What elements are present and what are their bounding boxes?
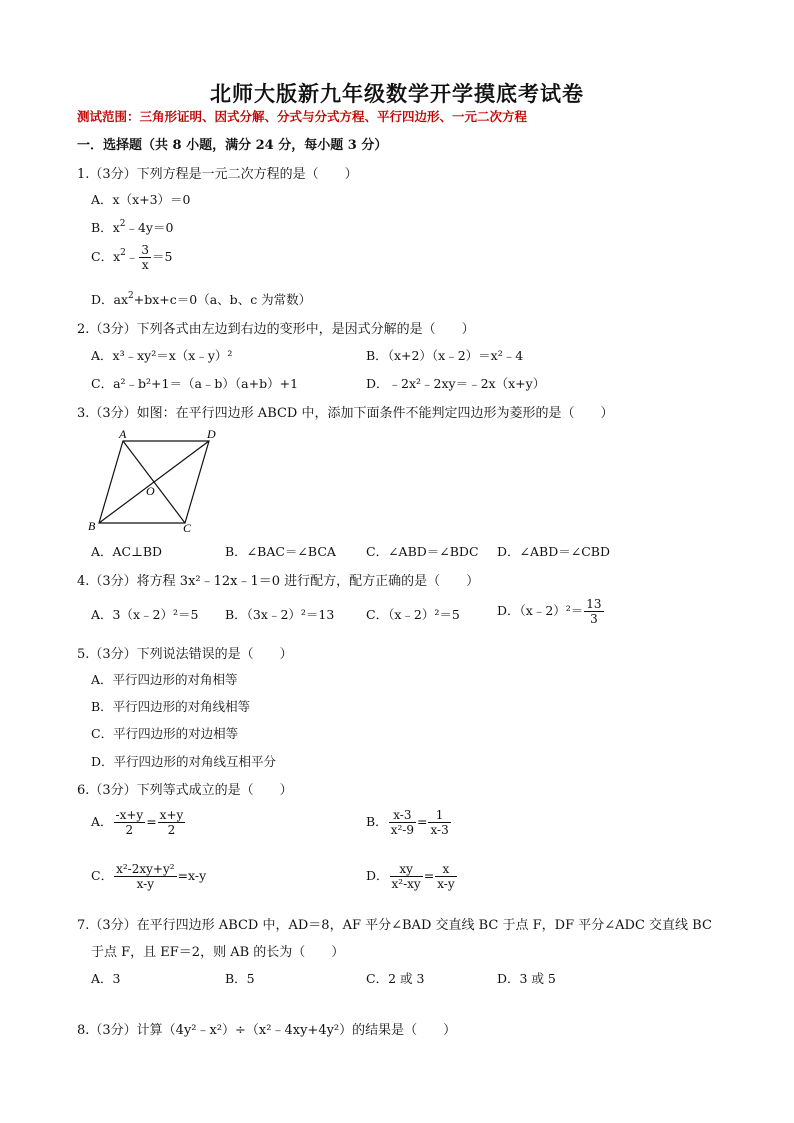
question-6-option-c: C． $\frac{\text{x²-2xy+y²}}{x-y}$ =x-y <box>91 862 207 891</box>
question-3-option-b: B．∠BAC＝∠BCA <box>225 544 336 559</box>
question-5-option-a: A．平行四边形的对角相等 <box>91 672 238 687</box>
question-3-option-d: D．∠ABD＝∠CBD <box>497 544 610 559</box>
question-7-option-c: C．2 或 3 <box>366 971 425 986</box>
question-5-stem: 5.（3分）下列说法错误的是（ ） <box>77 647 293 662</box>
center-label-o: O <box>146 484 155 498</box>
question-1-option-b: B．$x^2﹣4y=0$ <box>91 219 174 235</box>
question-3-stem: 3.（3分）如图：在平行四边形 ABCD 中，添加下面条件不能判定四边形为菱形的是（ ） <box>77 406 614 421</box>
question-7-stem-line-1: 7.（3分）在平行四边形 ABCD 中，AD＝8，AF 平分∠BAD 交直线 BC 于点 F，DF 平分∠ADC 交直线 BC <box>77 918 712 933</box>
question-2-option-a: A．x³﹣xy²＝x（x﹣y）² <box>91 348 233 363</box>
question-4-stem: 4.（3分）将方程 3x²﹣12x﹣1＝0 进行配方，配方正确的是（ ） <box>77 574 480 589</box>
vertex-label-d: D <box>207 427 216 441</box>
question-1-option-c: C．$x^2﹣$ $\frac{3}{x}$ ＝5 <box>91 243 173 272</box>
question-8-stem: 8.（3分）计算（4y²﹣x²）÷（x²﹣4xy+4y²）的结果是（ ） <box>77 1023 457 1038</box>
question-4-option-b: B．（3x﹣2）²＝13 <box>225 607 335 622</box>
question-2-stem: 2.（3分）下列各式由左边到右边的变形中，是因式分解的是（ ） <box>77 322 475 337</box>
question-7-option-b: B．5 <box>225 971 255 986</box>
question-6-option-d: D． $\frac{xy}{\text{x²-xy}}$ = $\frac{x}{x-y}$ <box>366 862 455 891</box>
question-7-option-d: D．3 或 5 <box>497 971 556 986</box>
section-heading: 一．选择题（共 8 小题，满分 24 分，每小题 3 分） <box>77 138 388 153</box>
vertex-label-c: C <box>183 521 192 535</box>
question-5-option-d: D．平行四边形的对角线互相平分 <box>91 754 277 769</box>
question-2-option-d: D．﹣2x²﹣2xy＝﹣2x（x+y） <box>366 376 546 391</box>
question-7-stem-line-2: 于点 F，且 EF＝2，则 AB 的长为（ ） <box>91 945 345 960</box>
question-4-option-c: C．（x﹣2）²＝5 <box>366 607 460 622</box>
question-4-option-d: D．（x﹣2）²＝ $\frac{13}{3}$ <box>497 597 602 626</box>
question-5-option-c: C．平行四边形的对边相等 <box>91 726 239 741</box>
question-1-option-d: D．$ax^2+bx+c=0(a$、b、c 为常数） <box>91 291 312 307</box>
question-1-stem: 1.（3分）下列方程是一元二次方程的是（ ） <box>77 167 358 182</box>
question-4-option-a: A．3（x﹣2）²＝5 <box>91 607 199 622</box>
question-6-option-a: A． $\frac{-x+y}{2}$ = $\frac{x+y}{2}$ <box>91 808 184 837</box>
question-6-stem: 6.（3分）下列等式成立的是（ ） <box>77 783 293 798</box>
question-5-option-b: B．平行四边形的对角线相等 <box>91 699 251 714</box>
page-title: 北师大版新九年级数学开学摸底考试卷 <box>210 81 584 106</box>
question-7-option-a: A．3 <box>91 971 121 986</box>
question-3-option-c: C．∠ABD＝∠BDC <box>366 544 479 559</box>
question-2-option-c: C．a²﹣b²+1＝（a﹣b）（a+b）+1 <box>91 376 299 391</box>
vertex-label-a: A <box>119 427 127 441</box>
vertex-label-b: B <box>88 519 96 533</box>
question-1-option-a: A．x（x+3）＝0 <box>91 192 191 207</box>
test-scope: 测试范围：三角形证明、因式分解、分式与分式方程、平行四边形、一元二次方程 <box>77 109 528 124</box>
parallelogram-figure <box>85 423 225 535</box>
question-2-option-b: B．（x+2）（x﹣2）＝x²﹣4 <box>366 348 524 363</box>
question-3-option-a: A．AC⊥BD <box>91 544 163 559</box>
question-6-option-b: B． $\frac{x-3}{\text{x²-9}}$ = $\frac{1}{x-3}$ <box>366 808 449 837</box>
